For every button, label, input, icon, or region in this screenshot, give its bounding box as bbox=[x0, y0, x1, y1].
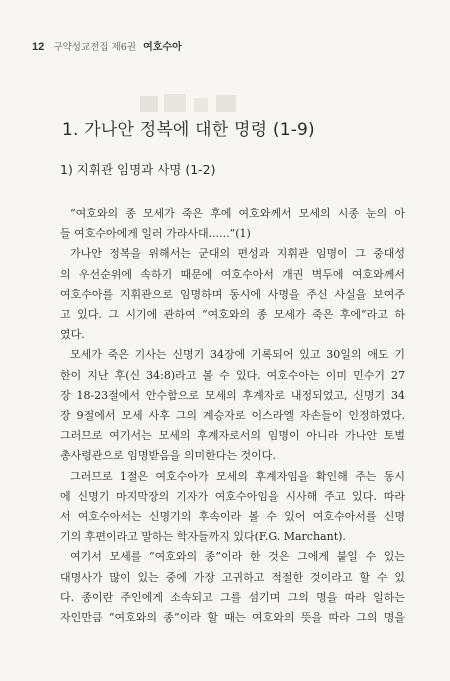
body-line: “여호와의 종 모세가 죽은 후에 여호와께서 모세의 시종 눈의 아 bbox=[70, 207, 405, 220]
body-line: 여기서 모세를 “여호와의 종”이라 한 것은 그에게 붙일 수 있는 bbox=[70, 550, 405, 564]
body-line: 서 여호수아서는 신명기의 후속이라 볼 수 있어 여호수아서를 신명 bbox=[60, 510, 405, 524]
body-line: 장 9절에서 모세 사후 그의 계승자로 이스라엘 자손들이 인정하였다. bbox=[60, 409, 405, 423]
show-through-marks bbox=[140, 92, 280, 121]
body-line: 다. 종이란 주인에게 소속되고 그를 섬기며 그의 명을 따라 일하는 bbox=[60, 590, 405, 604]
body-line: 들 여호수아에게 일러 가라사대......”(1) bbox=[60, 227, 251, 241]
body-line: 한이 지난 후(신 34:8)라고 볼 수 있다. 여호수아는 이미 민수기 27 bbox=[60, 368, 405, 382]
series-title: 구약성교전집 제6권 bbox=[53, 42, 136, 53]
body-line: 고 있다. 그 시기에 관하여 “여호와의 종 모세가 죽은 후에”라고 하 bbox=[60, 308, 405, 322]
body-line: 기의 후편이라고 말하는 학자들까지 있다(F.G. Marchant). bbox=[60, 530, 346, 544]
body-line: 그러므로 여기서는 모세의 후계자로서의 임명이 아니라 가나안 토벌 bbox=[60, 429, 405, 443]
body-line: 그러므로 1절은 여호수아가 모세의 후계자임을 확인해 주는 동시 bbox=[70, 469, 405, 483]
body-line: 에 신명기 마지막장의 기자가 여호수아임을 시사해 주고 있다. 따라 bbox=[60, 489, 405, 503]
body-line: 장 18-23절에서 안수함으로 모세의 후계자로 내정되었고, 신명기 34 bbox=[60, 388, 405, 402]
bleed-through-texture bbox=[140, 92, 280, 116]
body-line: 의 우선순위에 속하기 때문에 여호수아서 개권 벽두에 여호와께서 bbox=[60, 267, 405, 281]
chapter-title: 1. 가나안 정복에 대한 명령 (1-9) bbox=[62, 120, 315, 140]
body-text bbox=[60, 204, 405, 628]
section-title: 1) 지휘관 임명과 사명 (1-2) bbox=[60, 162, 216, 177]
body-line: 여호수아를 지휘관으로 임명하며 동시에 사명을 주신 사실을 보여주 bbox=[60, 287, 405, 301]
running-header bbox=[32, 40, 182, 55]
body-line: 가나안 정복을 위해서는 군대의 편성과 지휘관 임명이 그 중대성 bbox=[70, 247, 405, 261]
body-line: 모세가 죽은 기사는 신명기 34장에 기록되어 있고 30일의 애도 기 bbox=[70, 348, 405, 362]
body-line: 총사령관으로 임명받음을 의미한다는 것이다. bbox=[60, 449, 276, 463]
body-line: 자인만큼 “여호와의 종”이라 할 때는 여호와의 뜻을 따라 그의 명을 bbox=[60, 611, 405, 625]
page-number: 12 bbox=[32, 41, 45, 53]
body-line: 였다. bbox=[60, 328, 85, 342]
body-line: 대명사가 많이 있는 중에 가장 고귀하고 적절한 것이라고 할 수 있 bbox=[60, 570, 405, 584]
book-title: 여호수아 bbox=[143, 42, 182, 53]
